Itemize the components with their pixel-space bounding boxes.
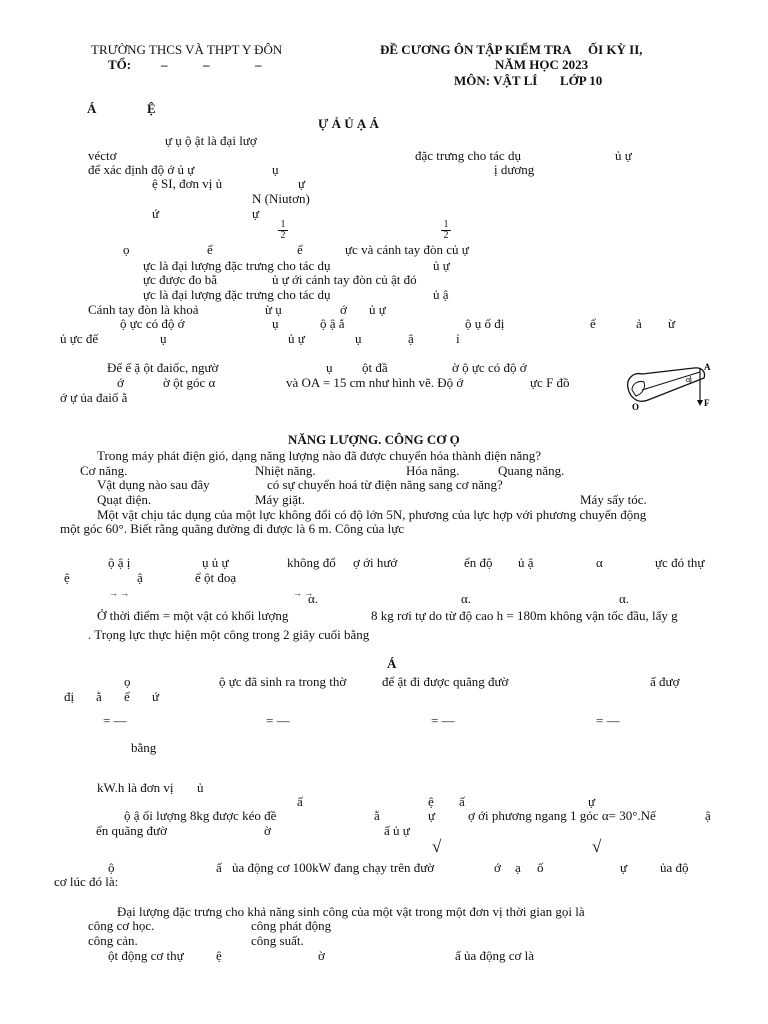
question-text: một góc 60°. Biết rằng quãng đường đi được là 6 m. Công của lực <box>60 521 405 536</box>
question-text: ển quãng đườ <box>96 823 167 838</box>
answer-option: Máy sấy tóc. <box>580 492 647 507</box>
question-text: ờ ộ ực có độ ớ <box>452 360 527 375</box>
subsection-heading: Ự Ả Ủ Ạ Á <box>318 116 379 131</box>
question-text: ột đầ <box>362 360 388 375</box>
question-text: α <box>596 555 603 570</box>
question-text: ủa động cơ 100kW đang chạy trên đườ <box>232 860 435 875</box>
question-text: ờ <box>264 823 271 838</box>
fraction-one-half: $\frac{1}{2}$ <box>278 220 288 241</box>
question-text: ệ <box>216 948 222 963</box>
question-text: có sự chuyển hoá từ điện năng sang cơ năng? <box>267 477 503 492</box>
question-text: ờ ột góc α <box>163 375 216 390</box>
text-line: ộ ực có độ ớ <box>120 316 185 331</box>
question-text: ớ ự ủa đaiố ằ <box>60 390 128 405</box>
text-line: ứ <box>152 206 160 221</box>
text-line: ớ <box>340 302 347 317</box>
formula-option: = — <box>103 713 127 728</box>
answer-option: công phát động <box>251 918 332 933</box>
text-line: ụ <box>355 331 362 346</box>
question-text: ớ <box>494 860 501 875</box>
exam-title-cont: ỐI KỲ II, <box>588 42 643 57</box>
question-text: ạ <box>515 860 521 875</box>
question-text: ấ đượ <box>650 674 680 689</box>
question-text: ộ ực đã sinh ra trong thờ <box>219 674 347 689</box>
answer-option: Nhiệt năng. <box>255 463 316 478</box>
answer-option: α. <box>619 591 630 606</box>
question-text: ụ <box>326 360 333 375</box>
text-line: ọ <box>123 242 130 257</box>
answer-option: α. <box>308 591 319 606</box>
force-arrowhead <box>697 400 703 406</box>
answer-option: Quang năng. <box>498 463 565 478</box>
text-line: ủ ự <box>615 148 632 163</box>
formula-option: = — <box>596 713 620 728</box>
text-line: ị dương <box>494 162 535 177</box>
question-text: ộ <box>108 860 115 875</box>
question-text: ự <box>588 794 596 809</box>
vector-arrows: → → <box>109 588 130 598</box>
answer-option: Máy giặt. <box>255 492 305 507</box>
question-text: ợ ới hướ <box>353 555 398 570</box>
fig-label-alpha: α <box>686 375 691 384</box>
department-label: TỔ: <box>108 57 132 72</box>
question-text: ực đó thự <box>655 555 705 570</box>
question-text: cơ lúc đó là: <box>54 874 119 889</box>
answer-option: công cản. <box>88 933 138 948</box>
question-text: ằ <box>96 689 102 704</box>
answer-option: Hóa năng. <box>406 463 460 478</box>
answer-option: α. <box>461 591 472 606</box>
text-line: để xác định độ ớ ủ ự <box>88 162 195 177</box>
text-line: ụ <box>272 316 279 331</box>
text-line: ực được đo bằ <box>143 272 218 287</box>
text-line: ự ụ ộ ật là đại lượ <box>165 133 257 148</box>
text-line: đặc trưng cho tác dụ <box>415 148 521 163</box>
question-text: ệ <box>64 570 70 585</box>
question-text: Để ế ặ ột đaiốc, ngườ <box>107 360 219 375</box>
text-line: ộ ậ ắ <box>320 316 345 331</box>
question-text: ự <box>620 860 628 875</box>
section-heading: Ệ <box>147 101 156 116</box>
question-text: ằ <box>374 808 380 823</box>
text-line: ực là đại lượng đặc trưng cho tác dụ <box>143 287 331 302</box>
sqrt-symbol: √ <box>592 837 602 856</box>
question-text: ậ <box>137 570 143 585</box>
text-line: ủ ự <box>369 302 386 317</box>
fraction-one-half: $\frac{1}{2}$ <box>441 220 451 241</box>
question-text: Một vật chịu tác dụng của một lực không đổi có độ lớn 5N, phương của lực hợp với phương chuyển động <box>97 507 647 522</box>
question-text: ố <box>537 860 544 875</box>
question-text: ứ <box>152 689 160 704</box>
question-text: ớ <box>117 375 124 390</box>
formula-option: = — <box>266 713 290 728</box>
question-text: 8 kg rơi tự do từ độ cao h = 180m không vận tốc đầu, lấy g <box>371 608 678 623</box>
text-line: ủ ự <box>288 331 305 346</box>
text-line: ụ <box>272 162 279 177</box>
dash: – <box>161 57 168 72</box>
text-line: ủ ực đế <box>60 331 99 346</box>
text-line: ả <box>636 316 642 331</box>
question-text: ậ <box>705 808 711 823</box>
question-text: ộ ậ ối lượng 8kg được kéo đề <box>124 808 277 823</box>
question-text: ấ ủ ự <box>384 823 410 838</box>
question-text: ọ <box>124 674 131 689</box>
text-line: ự <box>298 176 306 191</box>
question-text: ệ <box>428 794 434 809</box>
question-text: Ở thời điểm = một vật có khối lượng <box>97 608 289 623</box>
question-text: kW.h là đơn vị <box>97 780 174 795</box>
question-text: không đổ <box>287 555 336 570</box>
question-text: bằng <box>131 740 157 755</box>
question-text: Vật dụng nào sau đây <box>97 477 210 492</box>
text-line: ể <box>590 316 596 331</box>
vector-arrows: → → <box>293 588 314 598</box>
question-text: ấ <box>459 794 465 809</box>
question-text: . Trọng lực thực hiện một công trong 2 giây cuối bằng <box>88 627 370 642</box>
dash: – <box>255 57 262 72</box>
answer-option: công cơ học. <box>88 918 155 933</box>
text-line: ậ <box>408 331 414 346</box>
text-line: ủ ự ới cánh tay đòn củ ật đó <box>272 272 417 287</box>
text-line: ỉ <box>456 331 460 346</box>
grade: LỚP 10 <box>560 73 603 88</box>
question-text: ực F đồ <box>530 375 570 390</box>
section-title: NĂNG LƯỢNG. CÔNG CƠ Ọ <box>288 432 460 447</box>
question-text: đị <box>64 689 75 704</box>
question-text: ển độ <box>464 555 493 570</box>
wrench-figure <box>624 360 716 416</box>
exam-title: ĐỀ CƯƠNG ÔN TẬP KIỂM TRA <box>380 42 572 57</box>
question-text: ủ <box>197 780 204 795</box>
question-text: ấ <box>297 794 303 809</box>
section-title: Á <box>387 656 397 671</box>
text-line: ực là đại lượng đặc trưng cho tác dụ <box>143 258 331 273</box>
question-text: và OA = 15 cm như hình vẽ. Độ ớ <box>286 375 464 390</box>
text-line: ủ ậ <box>433 287 449 302</box>
unit-newton: N (Niutơn) <box>252 191 310 206</box>
school-year: NĂM HỌC 2023 <box>495 57 589 72</box>
subject: MÔN: VẬT LÍ <box>454 73 538 88</box>
wrench-illustration <box>624 360 716 412</box>
dash: – <box>203 57 210 72</box>
question-text: ể ột đoạ <box>195 570 237 585</box>
question-text: ấ ủa động cơ là <box>455 948 535 963</box>
question-text: ủa độ <box>660 860 689 875</box>
text-line: ụ <box>160 331 167 346</box>
question-text: ộ ậ ị <box>108 555 131 570</box>
text-line: ực và cánh tay đòn củ ự <box>345 242 469 257</box>
text-line: ừ <box>668 316 676 331</box>
sqrt-symbol: √ <box>432 837 442 856</box>
text-line: ệ SI, đơn vị ủ <box>152 176 223 191</box>
text-line: ự <box>252 206 260 221</box>
question-text: ợ ới phương ngang 1 góc α= 30°.Nế <box>468 808 656 823</box>
question-text: để ật đi được quãng đườ <box>382 674 509 689</box>
answer-option: công suất. <box>251 933 304 948</box>
fig-label-a: A <box>704 362 711 372</box>
question-text: ấ <box>216 860 222 875</box>
text-line: véctơ <box>88 148 117 163</box>
question-text: ờ <box>318 948 325 963</box>
question-text: ụ ủ ự <box>202 555 229 570</box>
question-text: ột động cơ thự <box>108 948 184 963</box>
text-line: Cánh tay đòn là khoả <box>88 302 199 317</box>
formula-option: = — <box>431 713 455 728</box>
text-line: ộ ụ ố đị <box>465 316 505 331</box>
text-line: ể <box>207 242 213 257</box>
question-text: Trong máy phát điện gió, dạng năng lượng nào đã được chuyển hóa thành điện năng? <box>97 448 541 463</box>
fig-label-f: F <box>704 398 710 408</box>
text-line: ủ ự <box>433 258 450 273</box>
question-text: ự <box>428 808 436 823</box>
question-text: Đại lượng đặc trưng cho khả năng sinh công của một vật trong một đơn vị thời gian gọi là <box>117 904 585 919</box>
question-text: ể <box>124 689 130 704</box>
answer-option: Cơ năng. <box>80 463 128 478</box>
section-heading: Á <box>87 101 97 116</box>
answer-option: Quạt điện. <box>97 492 152 507</box>
text-line: ể <box>297 242 303 257</box>
fig-label-o: O <box>632 402 640 412</box>
question-text: ủ ậ <box>518 555 534 570</box>
text-line: ừ ụ <box>265 302 282 317</box>
school-name: TRƯỜNG THCS VÀ THPT Y ĐÔN <box>91 42 283 57</box>
